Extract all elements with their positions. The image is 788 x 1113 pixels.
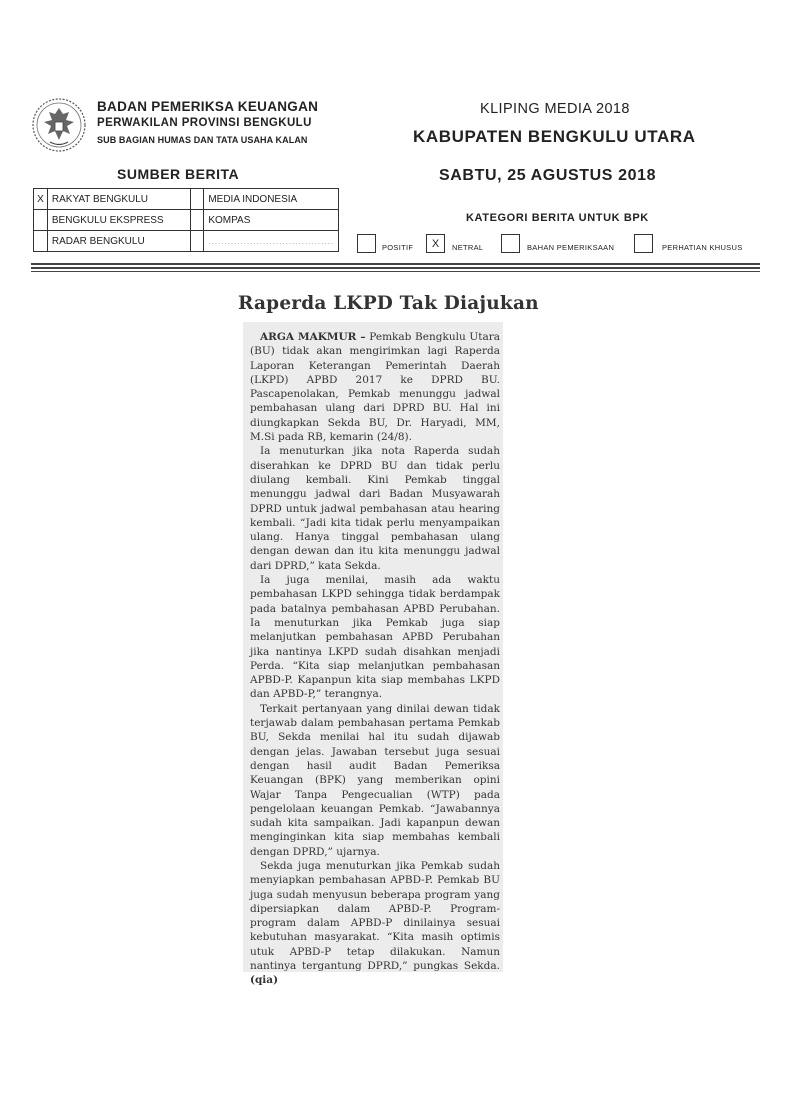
kategori-checkbox-netral[interactable]: X (426, 234, 445, 253)
source-label: MEDIA INDONESIA (204, 189, 339, 210)
source-checkbox[interactable] (190, 210, 204, 231)
source-label: BENGKULU EKSPRESS (47, 210, 190, 231)
article-signature: (qia) (250, 974, 279, 987)
source-checkbox[interactable] (190, 189, 204, 210)
source-label: ....................................... (204, 231, 339, 252)
table-row (34, 189, 339, 210)
org-subname: PERWAKILAN PROVINSI BENGKULU (97, 117, 312, 129)
source-label: RADAR BENGKULU (47, 231, 190, 252)
table-row (34, 210, 339, 231)
org-name: BADAN PEMERIKSA KEUANGAN (97, 99, 319, 114)
header-divider (31, 267, 760, 269)
kategori-checkbox-khusus[interactable] (634, 234, 653, 253)
article-paragraph-text: Sekda juga menuturkan jika Pemkab sudah menyiapkan pembahasan APBD-P. Pemkab BU juga sudah menyusun beberapa program yang dipersiapkan dalam APBD-P. Program-program dalam APBD-P dinilainya sesuai kebutuhan masyarakat. “Kita masih optimis utuk APBD-P tetap dilakukan. Namun nantinya tergantung DPRD,” pungkas Sekda. (250, 859, 500, 973)
source-label: RAKYAT BENGKULU (47, 189, 190, 210)
garuda-emblem-icon (30, 96, 88, 154)
article-headline: Raperda LKPD Tak Diajukan (238, 293, 539, 314)
article-paragraph (250, 859, 500, 988)
article-body (250, 330, 500, 988)
kategori-label-khusus: PERHATIAN KHUSUS (662, 243, 743, 252)
article-paragraph: Ia juga menilai, masih ada waktu pembahasan LKPD sehingga tidak berdampak pada batalnya pembahasan APBD Perubahan. Ia menuturkan jika Pemkab juga siap melanjutkan pembahasan APBD Perubahan jika nantinya LKPD sudah disahkan menjadi Perda. “Kita siap melanjutkan pembahasan APBD-P. Kapanpun kita siap membahas LKPD dan APBD-P,” terangnya. (250, 574, 500, 701)
org-division: SUB BAGIAN HUMAS DAN TATA USAHA KALAN (97, 135, 308, 145)
source-label: KOMPAS (204, 210, 339, 231)
kategori-checkbox-positif[interactable] (357, 234, 376, 253)
source-checkbox[interactable]: X (34, 189, 48, 210)
sumber-berita-table (33, 188, 339, 252)
article-paragraph: Ia menuturkan jika nota Raperda sudah diserahkan ke DPRD BU dan tidak perlu diulang kembali. Kini Pemkab tinggal menunggu jadwal dari Badan Musyawarah DPRD untuk jadwal pembahasan atau hearing kembali. “Jadi kita tidak perlu menyampaikan ulang. Hanya tinggal pembahasan ulang dengan dewan dan itu kita menunggu jadwal dari DPRD,” kata Sekda. (250, 445, 500, 572)
table-row (34, 231, 339, 252)
article-paragraph (250, 330, 500, 444)
date-title: SABTU, 25 AGUSTUS 2018 (439, 167, 657, 184)
article-paragraph: Terkait pertanyaan yang dinilai dewan tidak terjawab dalam pembahasan pertama Pemkab BU, Sekda menilai hal itu sudah dijawab dengan jelas. Jawaban tersebut juga sesuai dengan hasil audit Badan Pemeriksa Keuangan (BPK) yang memberikan opini Wajar Tanpa Pengecualian (WTP) pada pengelolaan keuangan Pemkab. “Jawabannya sudah kita sampaikan. Jadi kapanpun dewan menginginkan kita siap membahas kembali dengan DPRD,” ujarnya. (250, 702, 500, 858)
kategori-title: KATEGORI BERITA UNTUK BPK (466, 212, 649, 224)
source-checkbox[interactable] (34, 231, 48, 252)
kategori-label-positif: POSITIF (382, 243, 414, 252)
source-checkbox[interactable] (190, 231, 204, 252)
kategori-label-netral: NETRAL (452, 243, 484, 252)
kabupaten-title: KABUPATEN BENGKULU UTARA (413, 127, 696, 146)
article-paragraph-text: Pemkab Bengkulu Utara (BU) tidak akan mengirimkan lagi Raperda Laporan Keterangan Pemerintah Daerah (LKPD) APBD 2017 ke DPRD BU. Pascapenolakan, Pemkab menunggu jadwal pembahasan ulang dari DPRD BU. Hal ini diungkapkan Sekda BU, Dr. Haryadi, MM, M.Si pada RB, kemarin (24/8). (250, 331, 500, 444)
header-divider (31, 271, 760, 272)
sumber-berita-title: SUMBER BERITA (117, 166, 240, 182)
source-checkbox[interactable] (34, 210, 48, 231)
article-dateline: ARGA MAKMUR – (260, 331, 366, 343)
kategori-checkbox-bahan[interactable] (501, 234, 520, 253)
kategori-label-bahan: BAHAN PEMERIKSAAN (527, 243, 615, 252)
header-divider (31, 263, 760, 265)
kliping-title: KLIPING MEDIA 2018 (480, 101, 630, 117)
